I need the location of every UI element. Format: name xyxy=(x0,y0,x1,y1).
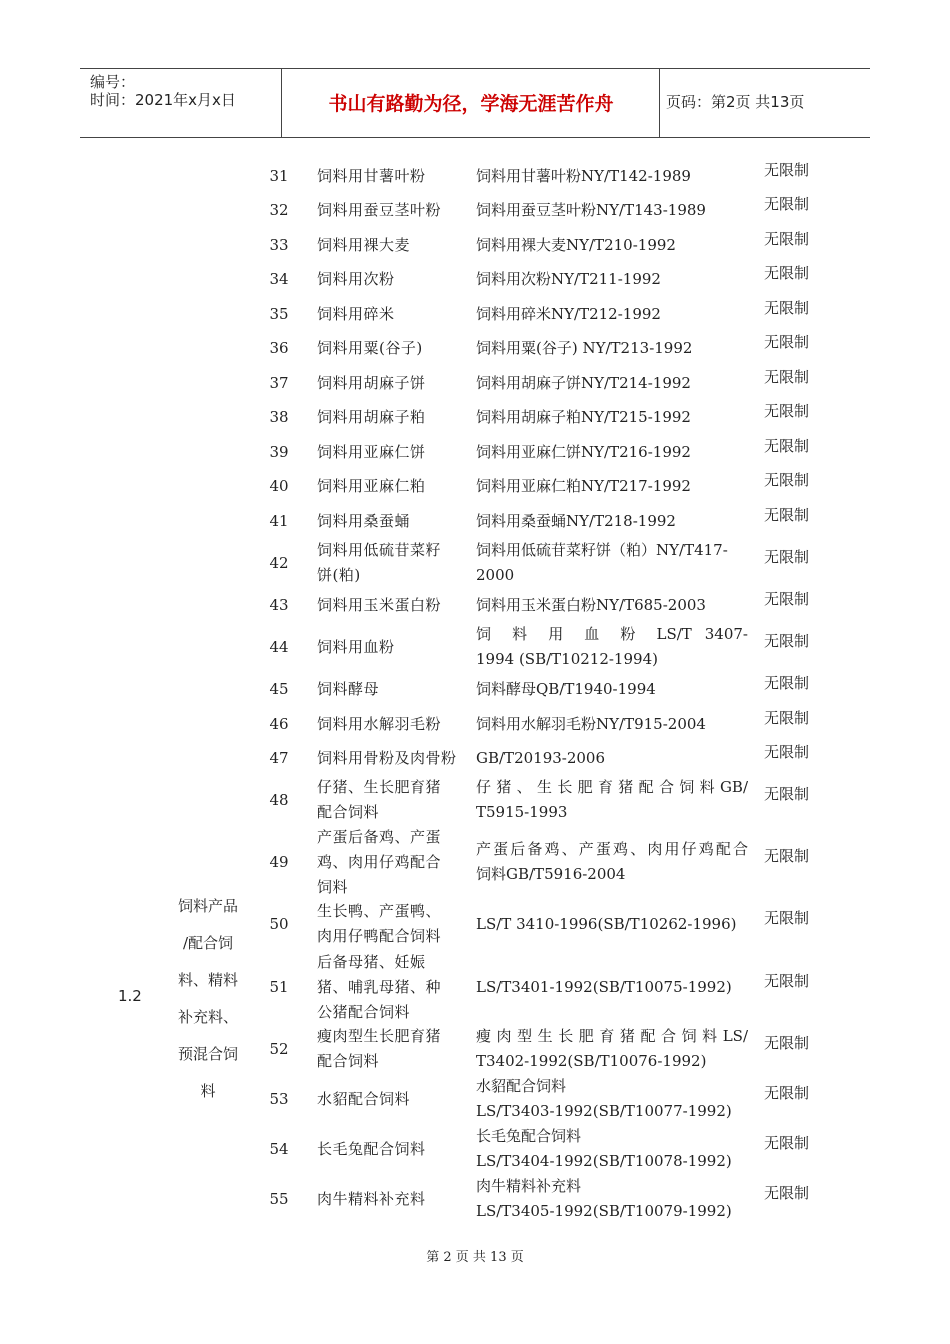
header-motto: 书山有路勤为径，学海无涯苦作舟 xyxy=(328,93,614,115)
product-name-line: 配合饲料 xyxy=(317,1052,380,1070)
product-name xyxy=(317,440,465,465)
product-name-line: 饲料用玉米蛋白粉 xyxy=(317,595,442,614)
standard-code-line: LS/T3405-1992(SB/T10079-1992) xyxy=(476,1202,732,1220)
limit-status: 无限制 xyxy=(764,743,810,761)
standard-code-line: 肉牛精料补充料 xyxy=(476,1177,582,1195)
row-number: 33 xyxy=(269,236,289,254)
standard-code-line: LS/T3404-1992(SB/T10078-1992) xyxy=(476,1152,732,1170)
limit-status: 无限制 xyxy=(764,548,810,566)
row-number: 43 xyxy=(269,596,289,614)
row-number: 38 xyxy=(269,408,289,426)
product-name-line: 饲料酵母 xyxy=(317,679,380,698)
product-name-line: 饲料用次粉 xyxy=(317,269,395,288)
row-number: 41 xyxy=(269,512,289,530)
standard-code-line: 瘦肉型生长肥育猪配合饲料LS/ xyxy=(476,1027,748,1045)
limit-status: 无限制 xyxy=(764,847,810,865)
standard-code-line: 长毛兔配合饲料 xyxy=(476,1127,582,1145)
standard-code xyxy=(476,302,748,327)
category-line: 料、精料 xyxy=(177,971,238,989)
row-number: 48 xyxy=(269,791,289,809)
standard-code-line: 饲料用低硫苷菜籽饼（粕）NY/T417- xyxy=(476,541,728,559)
standard-code xyxy=(476,371,748,396)
standard-code-line: 产蛋后备鸡、产蛋鸡、肉用仔鸡配合 xyxy=(476,840,748,858)
page-header xyxy=(80,68,870,138)
product-name-line: 饲料用甘薯叶粉 xyxy=(317,166,426,185)
limit-status: 无限制 xyxy=(764,264,810,282)
limit-status: 无限制 xyxy=(764,1034,810,1052)
standard-code xyxy=(476,712,748,737)
standard-code-line: T5915-1993 xyxy=(476,803,568,821)
category-line: 补充料、 xyxy=(177,1008,238,1026)
standard-code xyxy=(476,440,748,465)
product-name-line: 饲料用亚麻仁粕 xyxy=(317,476,426,495)
standard-code xyxy=(476,775,748,825)
standard-code xyxy=(476,336,748,361)
standard-code-line: 饲料用胡麻子粕NY/T215-1992 xyxy=(476,407,691,426)
product-name xyxy=(317,538,465,588)
product-name-line: 饲料用血粉 xyxy=(317,637,395,656)
product-name-line: 饲料用胡麻子饼 xyxy=(317,373,426,392)
row-number: 32 xyxy=(269,201,289,219)
row-number: 37 xyxy=(269,374,289,392)
standard-code xyxy=(476,1174,748,1224)
limit-status: 无限制 xyxy=(764,299,810,317)
standard-code xyxy=(476,267,748,292)
standard-code-line: 饲料用蚕豆茎叶粉NY/T143-1989 xyxy=(476,200,706,219)
standard-code xyxy=(476,198,748,223)
product-name-line: 公猪配合饲料 xyxy=(317,1002,411,1021)
standard-code-line: 水貂配合饲料 xyxy=(476,1077,567,1095)
limit-status: 无限制 xyxy=(764,230,810,248)
row-number: 54 xyxy=(269,1140,289,1158)
product-name-line: 肉牛精料补充料 xyxy=(317,1189,426,1208)
row-number: 40 xyxy=(269,477,289,495)
product-name-line: 后备母猪、妊娠 xyxy=(317,952,426,971)
row-number: 44 xyxy=(269,638,289,656)
limit-status: 无限制 xyxy=(764,368,810,386)
category-line: 料 xyxy=(200,1082,216,1100)
standard-code-line: 2000 xyxy=(476,566,515,584)
row-number: 46 xyxy=(269,715,289,733)
standard-code-line: 饲料用玉米蛋白粉NY/T685-2003 xyxy=(476,595,706,614)
row-number: 35 xyxy=(269,305,289,323)
product-name-line: 长毛兔配合饲料 xyxy=(317,1139,426,1158)
product-name-line: 饲料用蚕豆茎叶粉 xyxy=(317,200,442,219)
page-footer: 第 2 页 共 13 页 xyxy=(426,1250,524,1265)
standard-code xyxy=(476,593,748,618)
limit-status: 无限制 xyxy=(764,195,810,213)
header-page-info: 页码：第2页 共13页 xyxy=(666,93,805,111)
standard-code-line: T3402-1992(SB/T10076-1992) xyxy=(476,1052,707,1070)
product-name xyxy=(317,899,465,949)
row-number: 36 xyxy=(269,339,289,357)
product-name-line: 鸡、肉用仔鸡配合 xyxy=(317,852,442,871)
row-number: 42 xyxy=(269,554,289,572)
standard-code-line: GB/T20193-2006 xyxy=(476,748,606,767)
standard-code xyxy=(476,164,748,189)
product-name xyxy=(317,950,465,1025)
product-name-line: 瘦肉型生长肥育猪 xyxy=(317,1027,442,1045)
standard-code xyxy=(476,405,748,430)
limit-status: 无限制 xyxy=(764,1184,810,1202)
product-name xyxy=(317,775,465,825)
standard-code xyxy=(476,509,748,534)
limit-status: 无限制 xyxy=(764,161,810,179)
product-name-line: 饲料用桑蚕蛹 xyxy=(317,511,411,530)
standard-code-line: 饲料用碎米NY/T212-1992 xyxy=(476,304,661,323)
product-name xyxy=(317,164,465,189)
row-number: 52 xyxy=(269,1040,289,1058)
limit-status: 无限制 xyxy=(764,632,810,650)
product-name xyxy=(317,635,465,660)
standard-code-line: 饲料用粟(谷子) NY/T213-1992 xyxy=(476,338,693,357)
standard-code-line: 饲料用亚麻仁饼NY/T216-1992 xyxy=(476,442,691,461)
product-name-line: 饲料用胡麻子粕 xyxy=(317,407,426,426)
standard-code xyxy=(476,837,748,887)
standard-code-line: LS/T3401-1992(SB/T10075-1992) xyxy=(476,977,732,996)
product-name-line: 饲料用水解羽毛粉 xyxy=(317,714,442,733)
product-name xyxy=(317,712,465,737)
product-name xyxy=(317,405,465,430)
product-name-line: 仔猪、生长肥育猪 xyxy=(317,778,442,796)
limit-status: 无限制 xyxy=(764,402,810,420)
standard-code-line: 饲料用水解羽毛粉NY/T915-2004 xyxy=(476,714,706,733)
standard-code xyxy=(476,677,748,702)
standard-code xyxy=(476,622,748,672)
limit-status: 无限制 xyxy=(764,471,810,489)
product-name xyxy=(317,267,465,292)
product-name-line: 猪、哺乳母猪、种 xyxy=(317,977,442,996)
limit-status: 无限制 xyxy=(764,909,810,927)
standard-code xyxy=(476,538,748,588)
standard-code xyxy=(476,1124,748,1174)
row-number: 53 xyxy=(269,1090,289,1108)
row-number: 31 xyxy=(269,167,289,185)
limit-status: 无限制 xyxy=(764,1084,810,1102)
product-name-line: 饼(粕) xyxy=(317,566,361,584)
standard-code xyxy=(476,233,748,258)
limit-status: 无限制 xyxy=(764,972,810,990)
standard-code-line: 饲料用次粉NY/T211-1992 xyxy=(476,269,661,288)
standard-code-line: 饲料用亚麻仁粕NY/T217-1992 xyxy=(476,476,691,495)
product-name xyxy=(317,1024,465,1074)
row-number: 47 xyxy=(269,749,289,767)
row-number: 34 xyxy=(269,270,289,288)
product-name xyxy=(317,474,465,499)
row-number: 39 xyxy=(269,443,289,461)
product-name xyxy=(317,825,465,900)
limit-status: 无限制 xyxy=(764,709,810,727)
product-name-line: 饲料用裸大麦 xyxy=(317,235,411,254)
product-name xyxy=(317,1137,465,1162)
standard-code xyxy=(476,1024,748,1074)
product-name-line: 产蛋后备鸡、产蛋 xyxy=(317,827,442,846)
limit-status: 无限制 xyxy=(764,785,810,803)
standard-code xyxy=(476,746,748,771)
product-name-line: 配合饲料 xyxy=(317,803,380,821)
standard-code-line: 饲料用裸大麦NY/T210-1992 xyxy=(476,235,676,254)
product-name-line: 生长鸭、产蛋鸭、 xyxy=(317,902,442,920)
product-name xyxy=(317,746,465,771)
category-label xyxy=(172,888,244,1110)
product-name xyxy=(317,1087,465,1112)
product-name xyxy=(317,233,465,258)
product-name xyxy=(317,1187,465,1212)
product-name xyxy=(317,509,465,534)
category-line: 预混合饲 xyxy=(177,1045,238,1063)
document-date: 时间：2021年x月x日 xyxy=(90,91,236,109)
product-name-line: 饲料用低硫苷菜籽 xyxy=(317,541,442,559)
product-name xyxy=(317,593,465,618)
category-line: 饲料产品 xyxy=(177,897,238,915)
standard-code-line: 饲料GB/T5916-2004 xyxy=(476,865,626,883)
standard-code-line: 饲料用甘薯叶粉NY/T142-1989 xyxy=(476,166,691,185)
standard-code xyxy=(476,1074,748,1124)
limit-status: 无限制 xyxy=(764,333,810,351)
product-name-line: 饲料用粟(谷子) xyxy=(317,338,423,357)
limit-status: 无限制 xyxy=(764,674,810,692)
limit-status: 无限制 xyxy=(764,506,810,524)
standard-code-line: 仔猪、生长肥育猪配合饲料GB/ xyxy=(476,778,748,796)
standard-code xyxy=(476,474,748,499)
row-number: 45 xyxy=(269,680,289,698)
product-name xyxy=(317,336,465,361)
product-name xyxy=(317,677,465,702)
product-name-line: 饲料用亚麻仁饼 xyxy=(317,442,426,461)
product-name-line: 饲料用骨粉及肉骨粉 xyxy=(317,748,457,767)
row-number: 51 xyxy=(269,978,289,996)
product-name-line: 水貂配合饲料 xyxy=(317,1089,411,1108)
product-name-line: 饲料用碎米 xyxy=(317,304,395,323)
standard-code-line: 饲料用胡麻子饼NY/T214-1992 xyxy=(476,373,691,392)
product-name-line: 饲料 xyxy=(317,877,349,896)
limit-status: 无限制 xyxy=(764,437,810,455)
standard-code xyxy=(476,975,748,1000)
limit-status: 无限制 xyxy=(764,590,810,608)
limit-status: 无限制 xyxy=(764,1134,810,1152)
row-number: 50 xyxy=(269,915,289,933)
document-number: 编号： xyxy=(90,73,136,91)
category-line: /配合饲 xyxy=(182,934,234,952)
standard-code-line: 饲料酵母QB/T1940-1994 xyxy=(476,679,656,698)
standard-code-line: 1994 (SB/T10212-1994) xyxy=(476,650,658,668)
standard-code-line: 饲 料 用 血 粉 LS/T 3407- xyxy=(476,625,748,643)
standard-code xyxy=(476,912,748,937)
row-number: 55 xyxy=(269,1190,289,1208)
product-name xyxy=(317,371,465,396)
standard-code-line: LS/T3403-1992(SB/T10077-1992) xyxy=(476,1102,732,1120)
product-name xyxy=(317,302,465,327)
row-number: 49 xyxy=(269,853,289,871)
section-number: 1.2 xyxy=(118,987,142,1005)
standard-code-line: 饲料用桑蚕蛹NY/T218-1992 xyxy=(476,511,676,530)
product-name xyxy=(317,198,465,223)
product-name-line: 肉用仔鸭配合饲料 xyxy=(317,927,442,945)
standard-code-line: LS/T 3410-1996(SB/T10262-1996) xyxy=(476,914,737,933)
